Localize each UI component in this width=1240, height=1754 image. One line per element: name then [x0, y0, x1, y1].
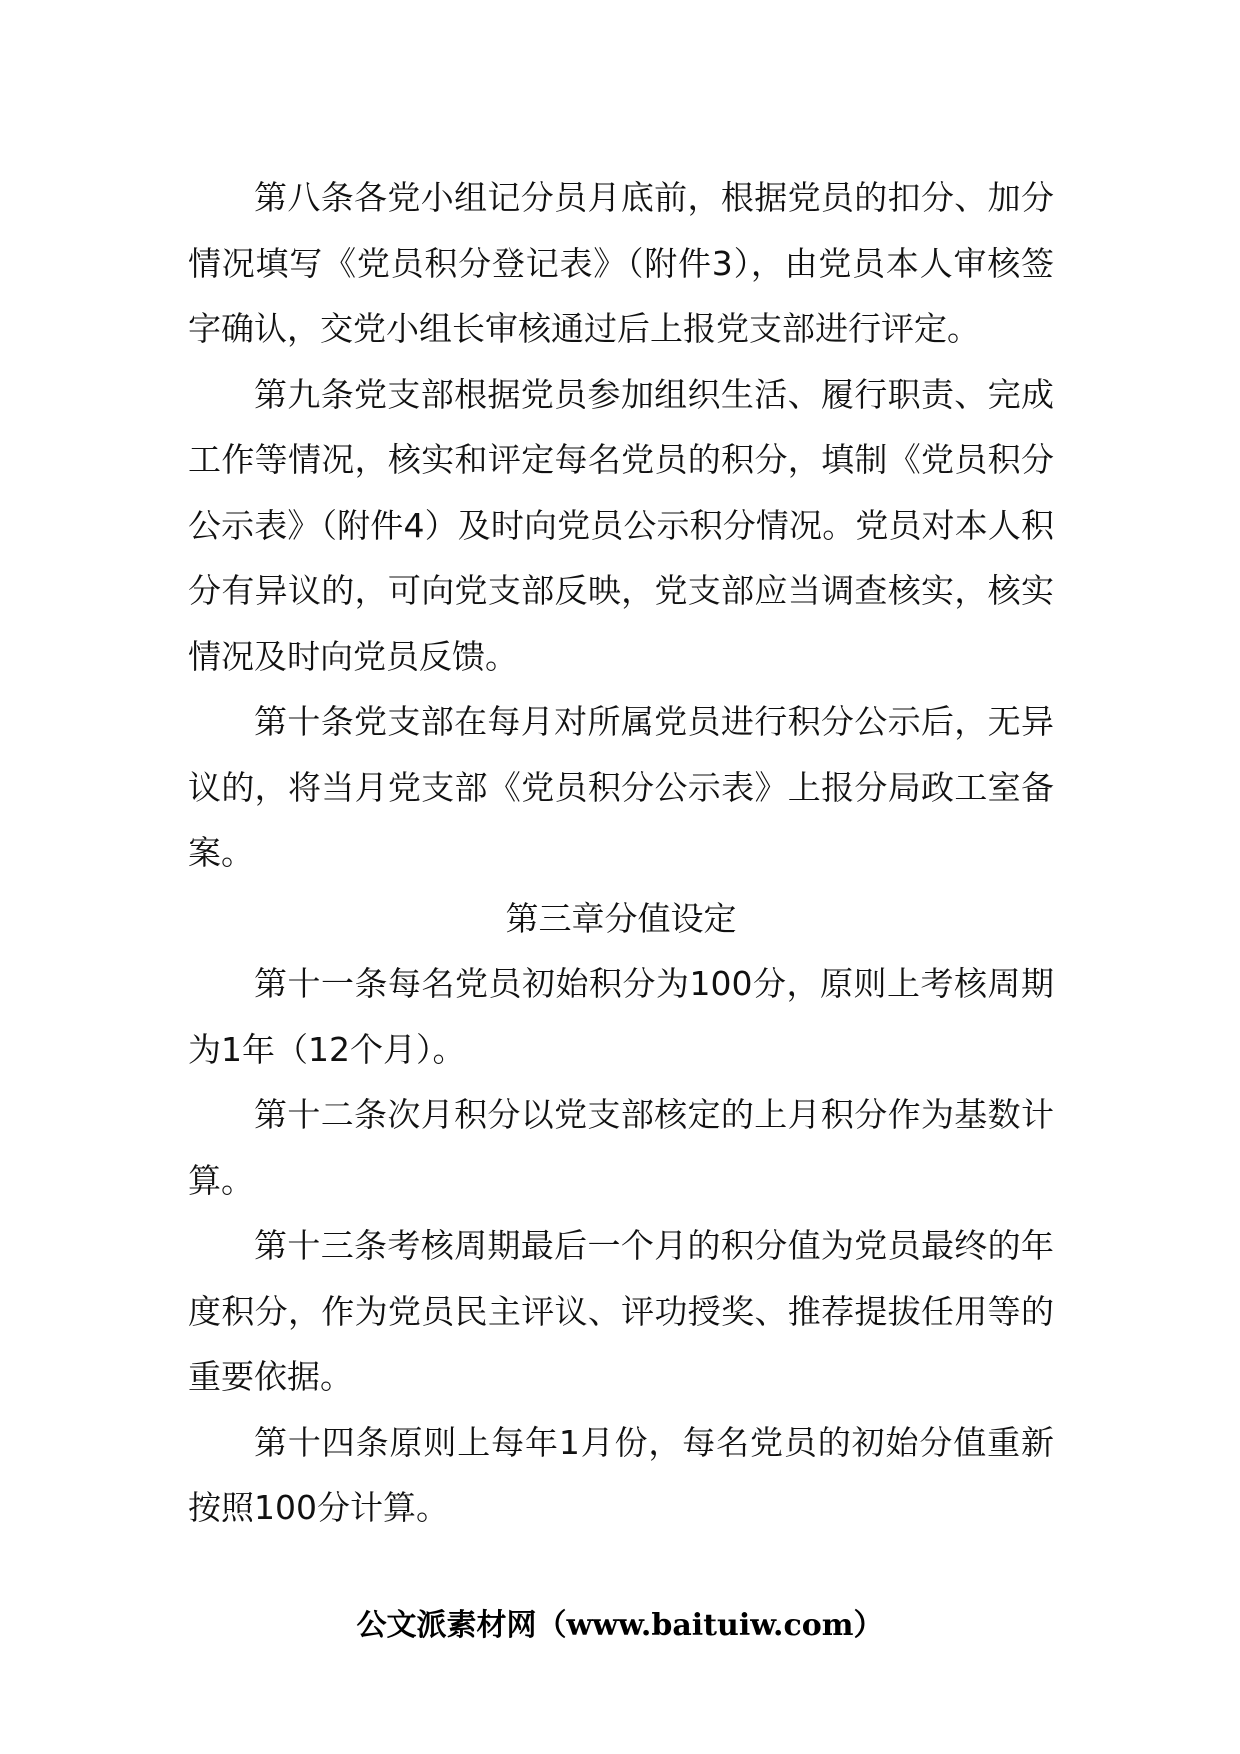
chapter-heading: 第三章分值设定 [505, 898, 737, 938]
document-body [188, 165, 1054, 1541]
article-11-paragraph: 第十一条每名党员初始积分为100分，原则上考核周期为1年（12个月）。 [188, 964, 1054, 1069]
article-12-paragraph: 第十二条次月积分以党支部核定的上月积分作为基数计算。 [188, 1095, 1054, 1200]
article-14-paragraph: 第十四条原则上每年1月份，每名党员的初始分值重新按照100分计算。 [188, 1422, 1054, 1527]
article-10-paragraph: 第十条党支部在每月对所属党员进行积分公示后，无异议的，将当月党支部《党员积分公示表》上报分局政工室备案。 [188, 702, 1054, 872]
article-9-paragraph: 第九条党支部根据党员参加组织生活、履行职责、完成工作等情况，核实和评定每名党员的积分，填制《党员积分公示表》（附件4）及时向党员公示积分情况。党员对本人积分有异议的，可向党支部反映，党支部应当调查核实，核实情况及时向党员反馈。 [188, 374, 1054, 676]
watermark-footer: 公文派素材网（www.baituiw.com） [356, 1608, 884, 1643]
article-13-paragraph: 第十三条考核周期最后一个月的积分值为党员最终的年度积分，作为党员民主评议、评功授奖、推荐提拔任用等的重要依据。 [188, 1226, 1054, 1396]
article-8-paragraph: 第八条各党小组记分员月底前，根据党员的扣分、加分情况填写《党员积分登记表》（附件3），由党员本人审核签字确认，交党小组长审核通过后上报党支部进行评定。 [188, 178, 1054, 348]
